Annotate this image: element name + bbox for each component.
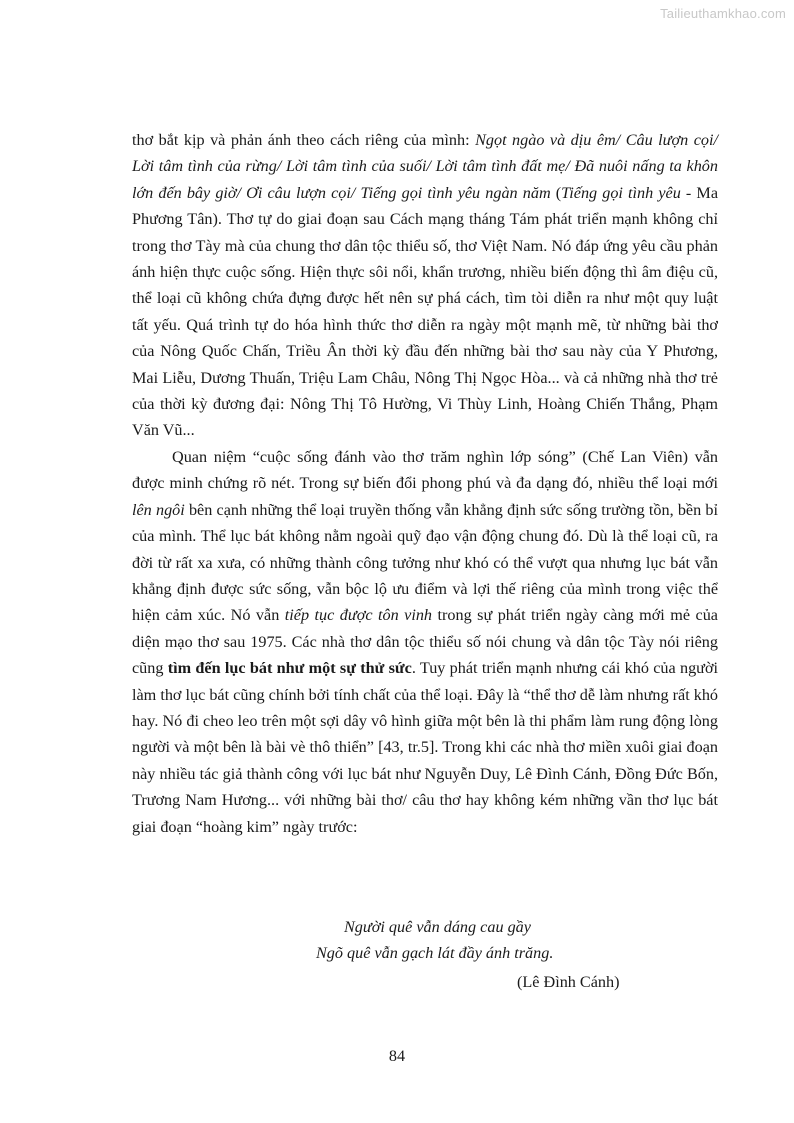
verse-line-2: Ngõ quê vẫn gạch lát đầy ánh trăng.	[316, 944, 554, 962]
paragraph-2	[132, 444, 718, 840]
watermark-text: Tailieuthamkhao.com	[660, 6, 786, 21]
verse-line-1: Người quê vẫn dáng cau gầy	[344, 918, 531, 936]
body-text	[132, 127, 718, 840]
para1-segment: thơ bắt kịp và phản ánh theo cách riêng của mình:	[132, 131, 476, 149]
para2-segment: trong sự phát triển ngày càng mới mẻ của diện mạo thơ sau 1975. Các nhà thơ dân tộc thiểu số nói chung và dân tộc Tày nói riêng cũng	[132, 606, 718, 678]
para1-segment: Ngọt ngào và dịu êm/ Câu lượn cọi/ Lời tâm tình của rừng/ Lời tâm tình của suối/ Lời tâm tình đất mẹ/ Đã nuôi nấng ta khôn lớn đến bây giờ/ Ơi câu lượn cọi/ Tiếng gọi tình yêu ngàn năm	[132, 131, 719, 202]
para2-segment: Quan niệm “cuộc sống đánh vào thơ trăm nghìn lớp sóng” (Chế Lan Viên) vẫn được minh chứng rõ nét. Trong sự biến đổi phong phú và đa dạng đó, nhiều thể loại mới	[132, 447, 718, 493]
para1-segment: - Ma Phương Tân). Thơ tự do giai đoạn sau Cách mạng tháng Tám phát triển mạnh không chỉ trong thơ Tày mà của chung thơ dân tộc thiểu số, thơ Việt Nam. Nó đáp ứng yêu cầu phản ánh hiện thực cuộc sống. Hiện thực sôi nổi, khẩn trương, nhiều biến động thì âm điệu cũ, thể loại cũ không chứa đựng được hết nên sự phá cách, tìm tòi diễn ra như một quy luật tất yếu. Quá trình tự do hóa hình thức thơ diễn ra ngày một mạnh mẽ, từ những bài thơ của Nông Quốc Chấn, Triều Ân thời kỳ đầu đến những bài thơ sau này của Y Phương, Mai Liễu, Dương Thuấn, Triệu Lam Châu, Nông Thị Ngọc Hòa... và cả những nhà thơ trẻ của thời kỳ đương đại: Nông Thị Tô Hường, Vi Thùy Linh, Hoàng Chiến Thắng, Phạm Văn Vũ...	[132, 183, 719, 440]
para2-segment: tiếp tục được tôn vinh	[284, 606, 433, 625]
para2-segment: tìm đến lục bát như một sự thử sức	[167, 659, 412, 678]
para2-segment: . Tuy phát triển mạnh nhưng cái khó của người làm thơ lục bát cũng chính bởi tính chất của thể loại. Đây là “thể thơ dễ làm nhưng rất khó hay. Nó đi cheo leo trên một sợi dây vô hình giữa một bên là thi phẩm làm rung động lòng người và một bên là bài vè thô thiển” [43, tr.5]. Trong khi các nhà thơ miền xuôi giai đoạn này nhiều tác giả thành công với lục bát như Nguyễn Duy, Lê Đình Cánh, Đồng Đức Bốn, Trương Nam Hương... với những bài thơ/ câu thơ hay không kém những vần thơ lục bát giai đoạn “hoàng kim” ngày trước:	[132, 659, 719, 836]
para1-segment: Tiếng gọi tình yêu	[561, 183, 681, 202]
page-number: 84	[388, 1047, 406, 1065]
para1-segment: (	[550, 183, 562, 202]
verse-attribution: (Lê Đình Cánh)	[517, 973, 620, 991]
paragraph-1	[132, 127, 718, 444]
para2-segment: bên cạnh những thể loại truyền thống vẫn khẳng định sức sống trường tồn, bền bỉ của mình. Thể lục bát không nằm ngoài quỹ đạo vận động chung đó. Dù là thể loại cũ, ra đời từ rất xa xưa, có những thành công tưởng như khó có thể vượt qua nhưng lục bát vẫn khẳng định được sức sống, vẫn bộc lộ ưu điểm và lợi thế riêng của mình trong việc thể hiện cảm xúc. Nó vẫn	[132, 500, 718, 625]
para2-segment: lên ngôi	[132, 500, 185, 519]
